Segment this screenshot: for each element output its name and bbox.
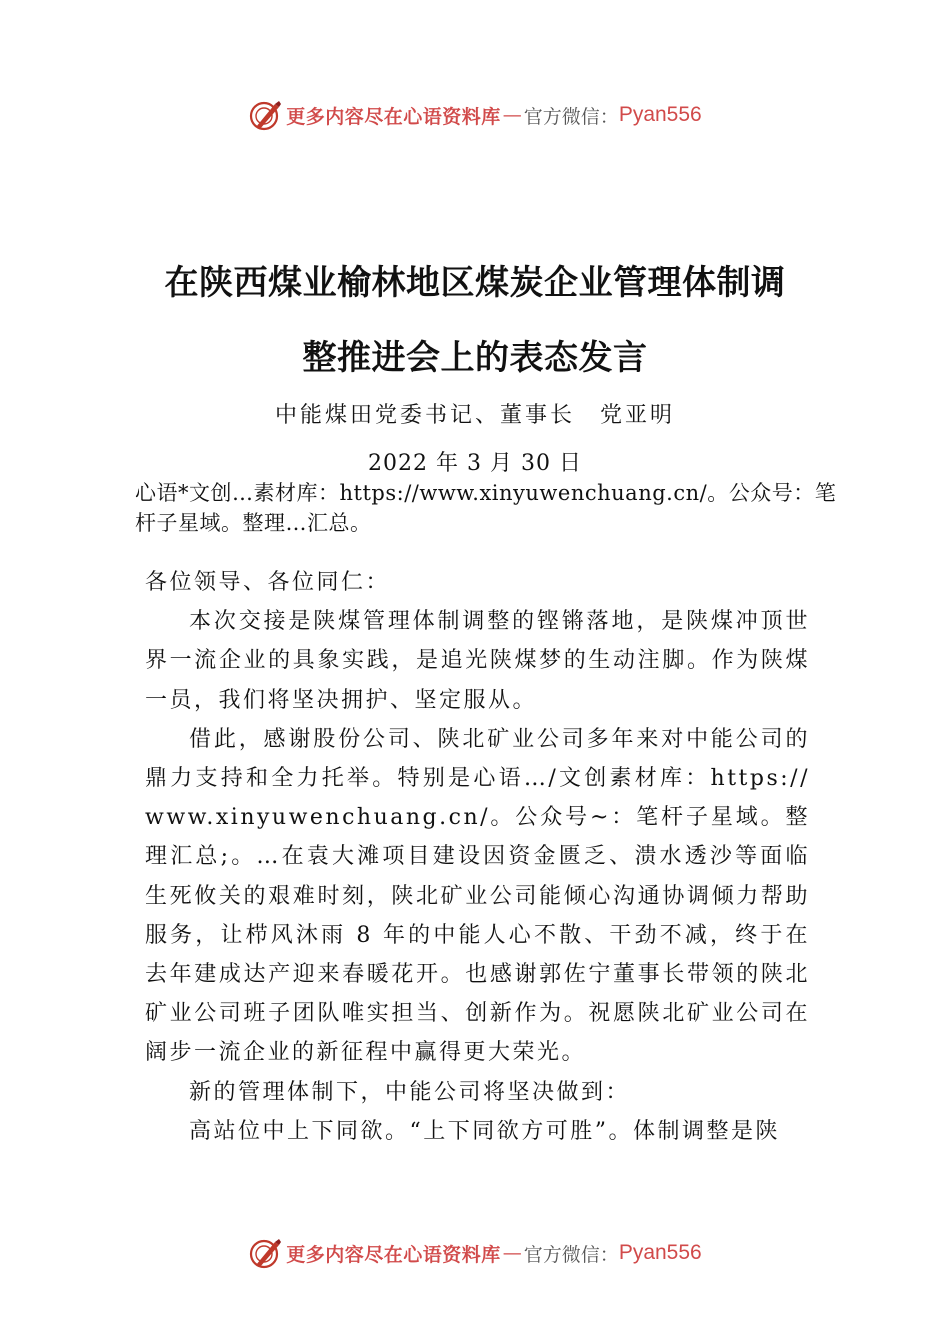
header-watermark-banner xyxy=(0,95,950,135)
pen-circle-logo-icon xyxy=(248,98,282,132)
banner-wechat-id: Pyan556 xyxy=(618,103,702,126)
footer-watermark-banner xyxy=(0,1233,950,1273)
banner-separator: — xyxy=(502,104,522,126)
source-note: 心语*文创…素材库：https://www.xinyuwenchuang.cn/。公众号：笔杆子星域。整理…汇总。 xyxy=(135,481,837,535)
body-paragraph: 借此，感谢股份公司、陕北矿业公司多年来对中能公司的鼎力支持和全力托举。特别是心语…/文创素材库：https://www.xinyuwenchuang.cn/。公众号~：笔杆子星域。整理汇总;。…在袁大滩项目建设因资金匮乏、溃水透沙等面临生死攸关的艰难时刻，陕北矿业公司能倾心沟通协调倾力帮助服务，让栉风沐雨 8 年的中能人心不散、干劲不减，终于在去年建成达产迎来春暖花开。也感谢郭佐宁董事长带领的陕北矿业公司班子团队唯实担当、创新作为。祝愿陕北矿业公司在阔步一流企业的新征程中赢得更大荣光。 xyxy=(145,726,810,1066)
body-paragraph: 新的管理体制下，中能公司将坚决做到： xyxy=(189,1079,631,1105)
pen-circle-logo-icon xyxy=(248,1236,282,1270)
banner-wechat-label: 官方微信： xyxy=(523,1243,619,1266)
banner-separator: — xyxy=(502,1242,522,1264)
salutation: 各位领导、各位同仁： xyxy=(145,570,391,595)
document-date: 2022 年 3 月 30 日 xyxy=(368,451,582,476)
body-paragraph: 高站位中上下同欲。“上下同欲方可胜”。体制调整是陕 xyxy=(189,1118,780,1144)
document-title-line-1: 在陕西煤业榆林地区煤炭企业管理体制调 xyxy=(164,263,786,303)
banner-text: 更多内容尽在心语资料库 xyxy=(286,1243,501,1266)
document-author: 中能煤田党委书记、董事长 党亚明 xyxy=(274,403,675,428)
banner-wechat-label: 官方微信： xyxy=(523,105,619,128)
document-title-line-2: 整推进会上的表态发言 xyxy=(302,338,648,378)
document-body xyxy=(145,563,810,1151)
banner-text: 更多内容尽在心语资料库 xyxy=(286,105,501,128)
body-paragraph: 本次交接是陕煤管理体制调整的铿锵落地，是陕煤冲顶世界一流企业的具象实践，是追光陕煤梦的生动注脚。作为陕煤一员，我们将坚决拥护、坚定服从。 xyxy=(145,609,810,713)
banner-wechat-id: Pyan556 xyxy=(618,1241,702,1264)
